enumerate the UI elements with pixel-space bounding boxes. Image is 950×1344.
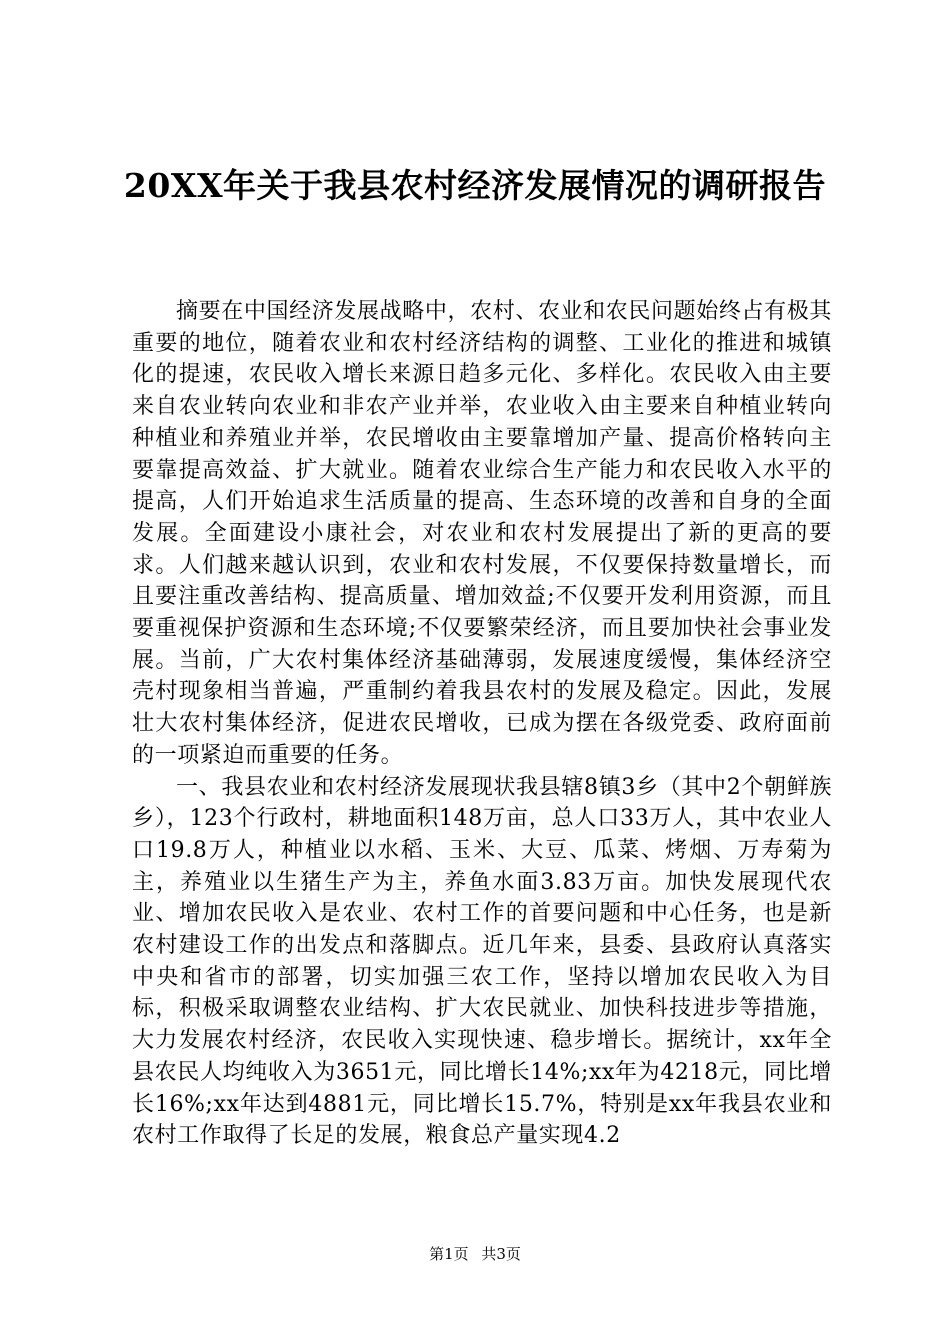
page-footer (0, 1244, 950, 1264)
page-number-current: 第1页 (429, 1245, 469, 1263)
document-body (132, 296, 832, 1152)
paragraph-abstract: 摘要在中国经济发展战略中，农村、农业和农民问题始终占有极其重要的地位，随着农业和农村经济结构的调整、工业化的推进和城镇化的提速，农民收入增长来源日趋多元化、多样化。农民收入由主要来自农业转向农业和非农产业并举，农业收入由主要来自种植业转向种植业和养殖业并举，农民增收由主要靠增加产量、提高价格转向主要靠提高效益、扩大就业。随着农业综合生产能力和农民收入水平的提高，人们开始追求生活质量的提高、生态环境的改善和自身的全面发展。全面建设小康社会，对农业和农村发展提出了新的更高的要求。人们越来越认识到，农业和农村发展，不仅要保持数量增长，而且要注重改善结构、提高质量、增加效益;不仅要开发利用资源，而且要重视保护资源和生态环境;不仅要繁荣经济，而且要加快社会事业发展。当前，广大农村集体经济基础薄弱，发展速度缓慢，集体经济空壳村现象相当普遍，严重制约着我县农村的发展及稳定。因此，发展壮大农村集体经济，促进农民增收，已成为摆在各级党委、政府面前的一项紧迫而重要的任务。 (132, 299, 832, 768)
paragraph-section-1: 一、我县农业和农村经济发展现状我县辖8镇3乡（其中2个朝鲜族乡），123个行政村，耕地面积148万亩，总人口33万人，其中农业人口19.8万人，种植业以水稻、玉米、大豆、瓜菜、烤烟、万寿菊为主，养殖业以生猪生产为主，养鱼水面3.83万亩。加快发展现代农业、增加农民收入是农业、农村工作的首要问题和中心任务，也是新农村建设工作的出发点和落脚点。近几年来，县委、县政府认真落实中央和省市的部署，切实加强三农工作，坚持以增加农民收入为目标，积极采取调整农业结构、扩大农民就业、加快科技进步等措施，大力发展农村经济，农民收入实现快速、稳步增长。据统计，xx年全县农民人均纯收入为3651元，同比增长14%;xx年为4218元，同比增长16%;xx年达到4881元，同比增长15.7%，特别是xx年我县农业和农村工作取得了长足的发展，粮食总产量实现4.2 (132, 774, 832, 1149)
document-title: 20XX年关于我县农村经济发展情况的调研报告 (123, 166, 827, 205)
page-number-total: 共3页 (481, 1245, 521, 1263)
